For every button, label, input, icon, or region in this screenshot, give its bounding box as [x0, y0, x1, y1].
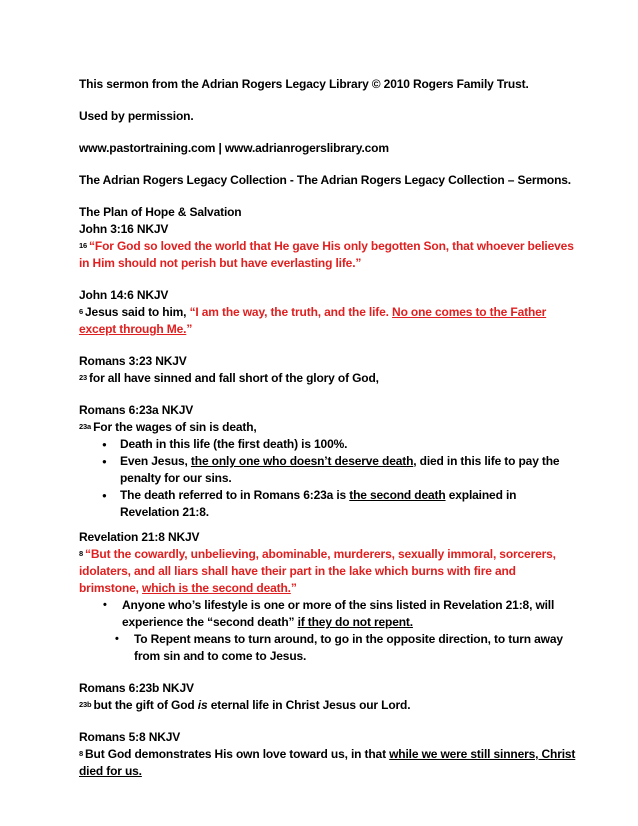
romans-3-23-text: for all have sinned and fall short of the glory of God,	[89, 371, 379, 385]
romans-5-8-verse	[79, 746, 578, 780]
permission-line: Used by permission.	[79, 109, 194, 123]
verse-number: 23a	[79, 422, 92, 431]
section-romans-3-23	[79, 353, 578, 387]
revelation-21-8-verse	[79, 546, 578, 597]
bullet-underlined: the only one who doesn’t deserve death	[190, 454, 414, 468]
romans-6-23b-text: but the gift of God	[93, 698, 195, 712]
john-3-16-ref: John 3:16 NKJV	[79, 222, 169, 236]
section-john-14-6	[79, 287, 578, 338]
revelation-21-8-close-quote: ”	[290, 581, 297, 595]
verse-number: 16	[79, 241, 88, 250]
verse-number: 8	[79, 749, 84, 758]
revelation-21-8-underlined: which is the second death.	[142, 581, 291, 595]
romans-6-23b-italic: is	[197, 698, 208, 712]
verse-number: 23b	[79, 700, 92, 709]
romans-3-23-ref: Romans 3:23 NKJV	[79, 354, 187, 368]
bullet-text: Anyone who’s lifestyle is one or more of the sins listed in Revelation 21:8, will experience the “second death”	[122, 598, 555, 629]
john-14-6-underlined: No one comes to the Father except through Me.	[79, 305, 547, 336]
section-romans-6-23b	[79, 680, 578, 714]
section-john-3-16	[79, 204, 578, 272]
revelation-bullets	[79, 597, 578, 631]
romans-6-23a-ref: Romans 6:23a NKJV	[79, 403, 194, 417]
copyright-line: This sermon from the Adrian Rogers Legacy Library © 2010 Rogers Family Trust.	[79, 77, 529, 91]
list-item: ● Death in this life (the first death) is 100%.	[79, 436, 578, 453]
list-item	[79, 597, 578, 631]
romans-5-8-underlined: while we were still sinners, Christ died for us.	[79, 747, 576, 778]
romans-5-8-text: But God demonstrates His own love toward us, in that	[85, 747, 386, 761]
john-14-6-quote: “I am the way, the truth, and the life.	[189, 305, 389, 319]
websites-line: www.pastortraining.com | www.adrianrogerslibrary.com	[79, 141, 389, 155]
john-14-6-intro: Jesus said to him,	[85, 305, 187, 319]
romans-6-23a-bullets	[79, 436, 578, 521]
revelation-sub-bullets	[79, 631, 578, 665]
romans-3-23-verse	[79, 370, 578, 387]
john-14-6-close-quote: ”	[186, 322, 193, 336]
page-title: The Plan of Hope & Salvation	[79, 205, 242, 219]
section-romans-6-23a	[79, 402, 578, 521]
bullet-text: Even Jesus,	[120, 454, 188, 468]
bullet-underlined: the second death	[349, 488, 446, 502]
romans-6-23b-text-end: eternal life in Christ Jesus our Lord.	[210, 698, 411, 712]
bullet-text: , died in this life to pay the penalty for our sins.	[120, 454, 560, 485]
list-item	[79, 487, 578, 521]
verse-number: 6	[79, 307, 84, 316]
section-revelation-21-8	[79, 529, 578, 665]
romans-6-23b-verse	[79, 697, 578, 714]
romans-5-8-ref: Romans 5:8 NKJV	[79, 730, 181, 744]
john-14-6-ref: John 14:6 NKJV	[79, 288, 169, 302]
list-item: • To Repent means to turn around, to go in the opposite direction, to turn away from sin and to come to Jesus.	[79, 631, 578, 665]
john-3-16-text: “For God so loved the world that He gave His only begotten Son, that whoever believes in Him should not perish but have everlasting life.”	[79, 239, 574, 270]
bullet-underlined: if they do not repent.	[297, 615, 413, 629]
romans-6-23b-ref: Romans 6:23b NKJV	[79, 681, 194, 695]
revelation-21-8-ref: Revelation 21:8 NKJV	[79, 530, 200, 544]
romans-6-23a-text: For the wages of sin is death,	[93, 420, 257, 434]
romans-6-23a-verse	[79, 419, 578, 436]
bullet-text: explained in Revelation 21:8.	[120, 488, 517, 519]
john-3-16-verse	[79, 238, 578, 272]
section-romans-5-8	[79, 729, 578, 780]
verse-number: 8	[79, 549, 84, 558]
verse-number: 23	[79, 373, 88, 382]
john-14-6-verse	[79, 304, 578, 338]
revelation-21-8-text: “But the cowardly, unbelieving, abominable, murderers, sexually immoral, sorcerers, idolaters, and all liars shall have their part in the lake which burns with fire and brimstone,	[79, 547, 556, 595]
collection-line: The Adrian Rogers Legacy Collection - The Adrian Rogers Legacy Collection – Sermons.	[79, 173, 571, 187]
bullet-text: The death referred to in Romans 6:23a is	[120, 488, 347, 502]
list-item	[79, 453, 578, 487]
